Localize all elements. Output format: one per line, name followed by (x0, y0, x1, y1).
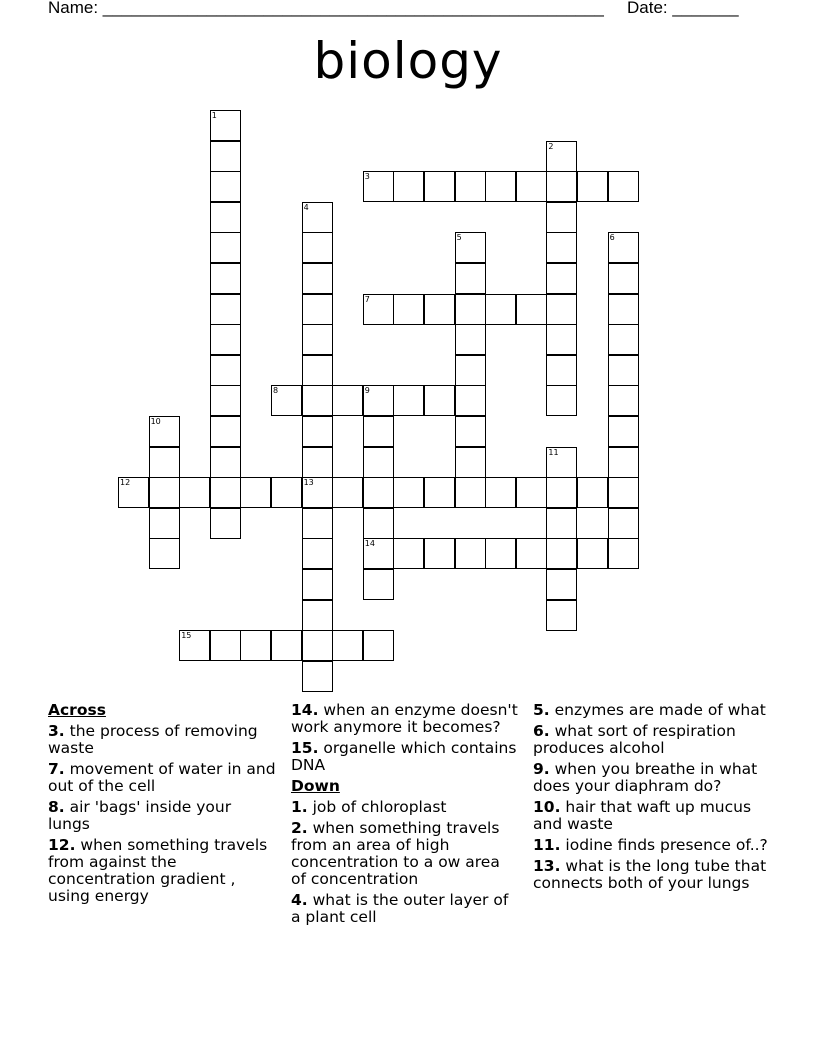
grid-cell[interactable] (179, 477, 210, 508)
clue-number: 7 (364, 294, 370, 304)
grid-cell[interactable] (546, 263, 577, 294)
grid-cell[interactable] (455, 355, 486, 386)
clue-across-7: 7. movement of water in and out of the cell (48, 760, 276, 795)
clue-number: 11 (548, 447, 559, 457)
clue-across-12: 12. when something travels from against the concentration gradient , using energy (48, 836, 268, 905)
grid-cell[interactable] (546, 294, 577, 325)
clue-down-11: 11. iodine finds presence of..? (533, 836, 768, 854)
name-field: Name: _____________________________________________________ (48, 0, 604, 17)
grid-cell[interactable] (210, 294, 241, 325)
down-heading: Down (291, 777, 340, 795)
grid-cell[interactable] (546, 232, 577, 263)
grid-cell[interactable] (210, 202, 241, 233)
grid-cell[interactable] (271, 477, 302, 508)
clue-number: 4 (303, 202, 309, 212)
grid-cell[interactable] (302, 324, 333, 355)
grid-cell[interactable] (577, 477, 608, 508)
grid-cell[interactable] (546, 569, 577, 600)
grid-cell[interactable] (332, 477, 363, 508)
clue-number: 10 (150, 417, 161, 426)
grid-cell[interactable] (546, 324, 577, 355)
grid-cell[interactable] (210, 110, 241, 141)
clue-number: 1 (211, 111, 217, 120)
grid-cell[interactable] (210, 508, 241, 539)
clue-column-1 (48, 702, 276, 909)
grid-cell[interactable] (302, 263, 333, 294)
grid-cell[interactable] (393, 385, 424, 416)
grid-cell[interactable] (393, 538, 424, 569)
grid-cell[interactable] (149, 477, 180, 508)
grid-cell[interactable] (210, 324, 241, 355)
grid-cell[interactable] (546, 600, 577, 631)
clue-down-13: 13. what is the long tube that connects both of your lungs (533, 857, 767, 892)
date-field: Date: _______ (627, 0, 739, 17)
grid-cell[interactable] (608, 324, 639, 355)
clue-down-5: 5. enzymes are made of what (533, 701, 766, 719)
grid-cell[interactable] (363, 538, 394, 569)
grid-cell[interactable] (210, 171, 241, 202)
clue-across-14: 14. when an enzyme doesn't work anymore it becomes? (291, 701, 518, 736)
clue-column-2 (291, 702, 519, 930)
grid-cell[interactable] (210, 630, 241, 661)
grid-cell[interactable] (210, 263, 241, 294)
grid-cell[interactable] (302, 385, 333, 416)
grid-cell[interactable] (302, 538, 333, 569)
grid-cell[interactable] (332, 630, 363, 661)
grid-cell[interactable] (210, 141, 241, 172)
grid-cell[interactable] (546, 508, 577, 539)
grid-cell[interactable] (608, 385, 639, 416)
grid-cell[interactable] (485, 477, 516, 508)
clue-number: 13 (303, 478, 314, 488)
grid-cell[interactable] (302, 661, 333, 692)
grid-cell[interactable] (363, 477, 394, 508)
grid-cell[interactable] (455, 263, 486, 294)
grid-cell[interactable] (608, 263, 639, 294)
grid-cell[interactable] (210, 355, 241, 386)
grid-cell[interactable] (363, 569, 394, 600)
grid-cell[interactable] (210, 385, 241, 416)
clue-number: 14 (364, 539, 375, 549)
grid-cell[interactable] (608, 477, 639, 508)
grid-cell[interactable] (302, 600, 333, 631)
grid-cell[interactable] (302, 416, 333, 447)
grid-cell[interactable] (271, 385, 302, 416)
grid-cell[interactable] (363, 294, 394, 325)
grid-cell[interactable] (608, 508, 639, 539)
grid-cell[interactable] (485, 294, 516, 325)
grid-cell[interactable] (516, 294, 547, 325)
clue-down-4: 4. what is the outer layer of a plant cell (291, 891, 509, 926)
grid-cell[interactable] (577, 171, 608, 202)
clue-across-3: 3. the process of removing waste (48, 722, 258, 757)
grid-cell[interactable] (210, 416, 241, 447)
grid-cell[interactable] (516, 538, 547, 569)
grid-cell[interactable] (302, 569, 333, 600)
grid-cell[interactable] (210, 447, 241, 478)
grid-cell[interactable] (149, 447, 180, 478)
page-title: biology (313, 32, 503, 90)
grid-cell[interactable] (149, 416, 180, 447)
grid-cell[interactable] (455, 447, 486, 478)
grid-cell[interactable] (546, 447, 577, 478)
grid-cell[interactable] (455, 416, 486, 447)
grid-cell[interactable] (424, 294, 455, 325)
grid-cell[interactable] (455, 294, 486, 325)
clue-number: 8 (273, 386, 279, 396)
grid-cell[interactable] (363, 171, 394, 202)
grid-cell[interactable] (302, 355, 333, 386)
grid-cell[interactable] (608, 447, 639, 478)
grid-cell[interactable] (424, 477, 455, 508)
across-heading: Across (48, 701, 106, 719)
grid-cell[interactable] (302, 630, 333, 661)
grid-cell[interactable] (546, 477, 577, 508)
clue-down-1: 1. job of chloroplast (291, 798, 447, 816)
clue-number: 15 (181, 631, 192, 641)
grid-cell[interactable] (302, 477, 333, 508)
grid-cell[interactable] (455, 385, 486, 416)
grid-cell[interactable] (546, 385, 577, 416)
grid-cell[interactable] (608, 355, 639, 386)
grid-cell[interactable] (608, 232, 639, 263)
grid-cell[interactable] (608, 294, 639, 325)
grid-cell[interactable] (240, 630, 271, 661)
grid-cell[interactable] (455, 324, 486, 355)
grid-cell[interactable] (485, 171, 516, 202)
clue-column-3 (533, 702, 773, 896)
grid-cell[interactable] (363, 508, 394, 539)
clue-number: 2 (548, 141, 554, 151)
grid-cell[interactable] (424, 171, 455, 202)
grid-cell[interactable] (393, 294, 424, 325)
grid-cell[interactable] (516, 477, 547, 508)
grid-cell[interactable] (485, 538, 516, 569)
grid-cell[interactable] (546, 171, 577, 202)
grid-cell[interactable] (424, 385, 455, 416)
clue-number: 6 (609, 233, 615, 243)
grid-cell[interactable] (210, 477, 241, 508)
grid-cell[interactable] (302, 202, 333, 233)
grid-cell[interactable] (363, 416, 394, 447)
grid-cell[interactable] (516, 171, 547, 202)
grid-cell[interactable] (546, 202, 577, 233)
grid-cell[interactable] (302, 232, 333, 263)
grid-cell[interactable] (393, 477, 424, 508)
grid-cell[interactable] (608, 538, 639, 569)
grid-cell[interactable] (546, 141, 577, 172)
grid-cell[interactable] (424, 538, 455, 569)
clue-number: 3 (364, 172, 370, 182)
clue-down-2: 2. when something travels from an area of high concentration to a ow area of concentration (291, 819, 500, 888)
clue-down-6: 6. what sort of respiration produces alcohol (533, 722, 736, 757)
grid-cell[interactable] (393, 171, 424, 202)
clue-down-9: 9. when you breathe in what does your diaphram do? (533, 760, 758, 795)
grid-cell[interactable] (363, 385, 394, 416)
grid-cell[interactable] (302, 447, 333, 478)
grid-cell[interactable] (455, 171, 486, 202)
clue-number: 5 (456, 233, 462, 243)
grid-cell[interactable] (577, 538, 608, 569)
grid-cell[interactable] (455, 477, 486, 508)
grid-cell[interactable] (332, 385, 363, 416)
grid-cell[interactable] (271, 630, 302, 661)
grid-cell[interactable] (608, 171, 639, 202)
grid-cell[interactable] (455, 538, 486, 569)
clue-down-10: 10. hair that waft up mucus and waste (533, 798, 752, 833)
grid-cell[interactable] (240, 477, 271, 508)
grid-cell[interactable] (363, 447, 394, 478)
grid-cell[interactable] (149, 508, 180, 539)
grid-cell[interactable] (455, 232, 486, 263)
grid-cell[interactable] (149, 538, 180, 569)
clue-number: 12 (120, 478, 131, 488)
grid-cell[interactable] (608, 416, 639, 447)
grid-cell[interactable] (210, 232, 241, 263)
grid-cell[interactable] (302, 294, 333, 325)
grid-cell[interactable] (363, 630, 394, 661)
grid-cell[interactable] (546, 355, 577, 386)
grid-cell[interactable] (302, 508, 333, 539)
clue-across-8: 8. air 'bags' inside your lungs (48, 798, 232, 833)
grid-cell[interactable] (118, 477, 149, 508)
grid-cell[interactable] (546, 538, 577, 569)
clue-across-15: 15. organelle which contains DNA (291, 739, 517, 774)
clue-number: 9 (364, 386, 370, 396)
grid-cell[interactable] (179, 630, 210, 661)
